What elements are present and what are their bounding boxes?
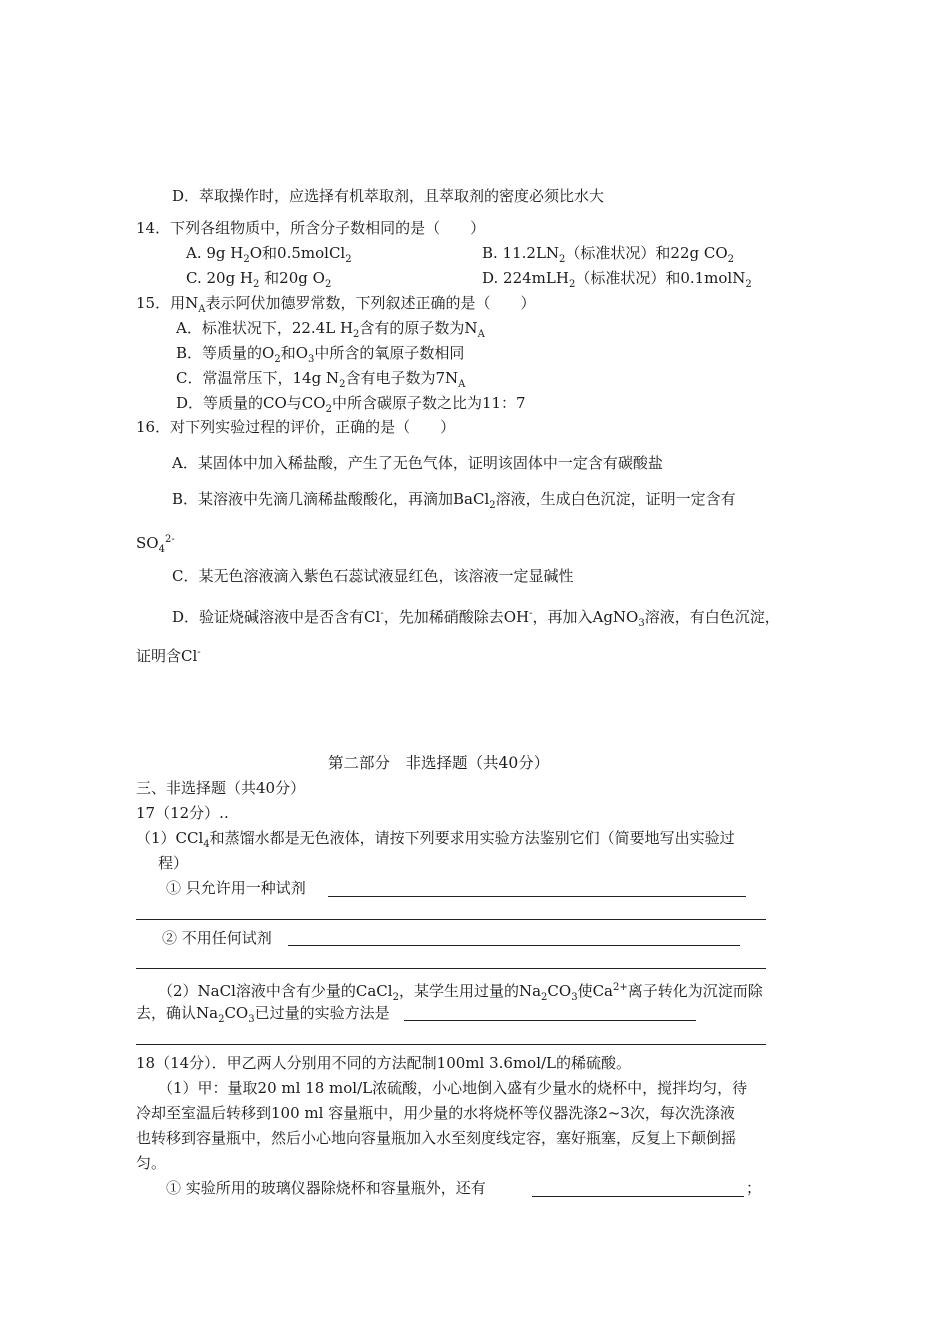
q18-para-line3: 也转移到容量瓶中，然后小心地向容量瓶加入水至刻度线定容，塞好瓶塞，反复上下颠倒摇 — [136, 1129, 737, 1147]
part2-title: 第二部分 非选择题（共40分） — [328, 754, 550, 772]
q18-item1-label: ① 实验所用的玻璃仪器除烧杯和容量瓶外，还有 — [166, 1179, 486, 1197]
q15-option-a: A．标准状况下，22.4L $H_2$含有的原子数为$N_A$ — [176, 319, 485, 340]
q15-option-b: B．等质量的$O_2$和$O_3$中所含的氧原子数相同 — [176, 344, 465, 365]
q14-option-c: C. 20g $H_2$ 和20g $O_2$ — [186, 269, 332, 290]
q16-option-a: A．某固体中加入稀盐酸，产生了无色气体，证明该固体中一定含有碳酸盐 — [172, 454, 663, 472]
q18-item1-answer-line[interactable] — [532, 1196, 744, 1197]
q16-option-b: B．某溶液中先滴几滴稀盐酸酸化，再滴加BaCl$_2$溶液，生成白色沉淀，证明一定含有 — [172, 490, 736, 511]
q18-para-line2: 冷却至室温后转移到100 ml 容量瓶中，用少量的水将烧杯等仪器洗涤2~3次，每次洗涤液 — [136, 1104, 735, 1122]
q15-option-c: C．常温常压下，14g $N_2$含有电子数为$7N_A$ — [176, 369, 466, 390]
q14-option-b: B. $11.2LN_2$（标准状况）和22g $CO_2$ — [482, 244, 735, 265]
q16-option-d-cont: 证明含Cl- — [136, 647, 201, 665]
q17-part2-answer-line[interactable] — [404, 1020, 696, 1021]
q17-item2-label: ② 不用任何试剂 — [162, 929, 272, 947]
q15-stem: 15．用$N_A$表示阿伏加德罗常数，下列叙述正确的是（ ） — [136, 294, 536, 315]
q14-option-a: A. 9g $H_2O$和0.5molCl$_2$ — [186, 244, 352, 265]
q17-part2-answer-line-2[interactable] — [136, 1044, 766, 1045]
q18-item1-end: ； — [746, 1179, 762, 1197]
q16-stem: 16．对下列实验过程的评价，正确的是（ ） — [136, 418, 456, 436]
section-heading: 三、非选择题（共40分） — [136, 779, 306, 797]
q14-stem: 14．下列各组物质中，所含分子数相同的是（ ） — [136, 219, 486, 237]
q18-para-line1: （1）甲：量取20 ml 18 mol/L浓硫酸，小心地倒入盛有少量水的烧杯中，搅拌均匀，待 — [158, 1079, 748, 1097]
q17-item1-answer-line-2[interactable] — [136, 919, 766, 920]
q17-part1-line1: （1）CCl$_4$和蒸馏水都是无色液体，请按下列要求用实验方法鉴别它们（简要地写出实验过 — [136, 829, 735, 850]
q18-para-line4: 匀。 — [136, 1154, 167, 1172]
q17-item1-label: ① 只允许用一种试剂 — [166, 879, 306, 897]
q17-part2-line2: 去，确认$Na_2CO_3$已过量的实验方法是 — [136, 1004, 390, 1025]
q17-item2-answer-line-2[interactable] — [136, 968, 766, 969]
q17-part2-line1: （2）NaCl溶液中含有少量的CaCl$_2$，某学生用过量的$Na_2CO_3$使$Ca^{2+}$离子转化为沉淀而除 — [158, 982, 763, 1003]
q17-heading: 17（12分）.. — [136, 804, 229, 822]
q15-option-d: D．等质量的CO与$CO_2$中所含碳原子数之比为11：7 — [176, 394, 526, 415]
q16-option-c: C．某无色溶液滴入紫色石蕊试液显红色，该溶液一定显碱性 — [172, 567, 574, 585]
q14-option-d: D. 224mLH$_2$（标准状况）和0.1molN$_2$ — [482, 269, 752, 290]
q17-part1-line2: 程） — [158, 854, 189, 872]
q16-option-b-cont: $SO_4^{2-}$ — [136, 534, 175, 555]
q17-item1-answer-line[interactable] — [328, 896, 746, 897]
q18-heading: 18（14分）．甲乙两人分别用不同的方法配制100ml 3.6mol/L的稀硫酸。 — [136, 1054, 632, 1072]
q17-item2-answer-line[interactable] — [288, 945, 740, 946]
q16-option-d: D．验证烧碱溶液中是否含有Cl-，先加稀硝酸除去OH-，再加入AgNO$_3$溶液，有白色沉淀， — [172, 608, 780, 629]
q13-option-d: D．萃取操作时，应选择有机萃取剂，且萃取剂的密度必须比水大 — [172, 187, 605, 205]
